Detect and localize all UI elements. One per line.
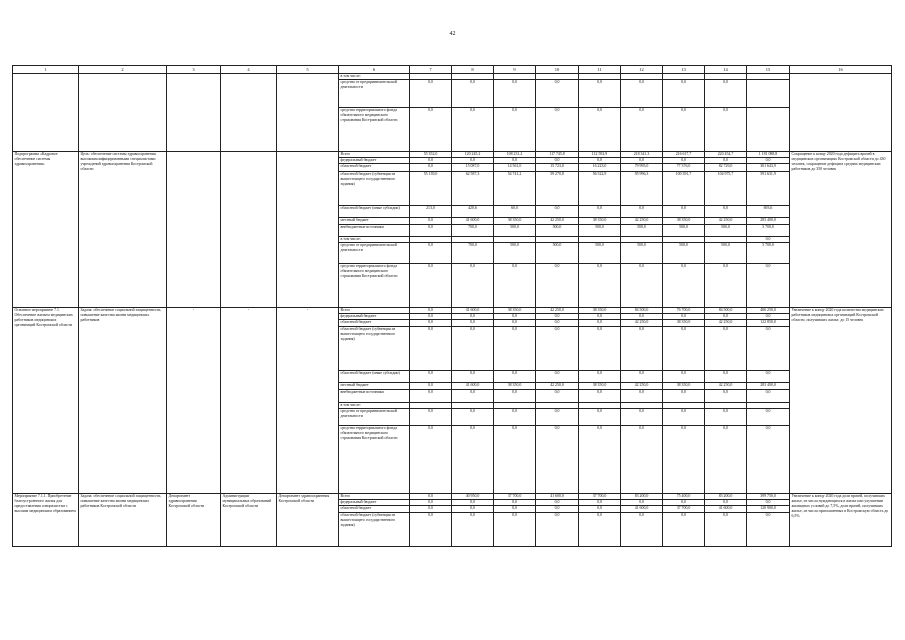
amount-cell: 0,0 — [747, 426, 790, 494]
participant: Департамент здравоохранения Костромской области — [277, 494, 339, 547]
amount-cell: 0,0 — [536, 264, 579, 308]
amount-cell: 84 500,0 — [621, 308, 663, 314]
funding-source: областной бюджет — [339, 320, 410, 327]
amount-cell: 42 250,0 — [621, 218, 663, 225]
amount-cell: 0,0 — [410, 264, 452, 308]
amount-cell: 120 245,2 — [452, 152, 494, 158]
co-executor — [221, 152, 277, 308]
header-cell: 10 — [536, 66, 579, 74]
amount-cell: 0,0 — [663, 327, 705, 371]
amount-cell: 16 223,0 — [579, 164, 621, 172]
amount-cell: 0,0 — [452, 314, 494, 320]
amount-cell: 0,0 — [579, 513, 621, 547]
amount-cell: 38 350,0 — [494, 218, 536, 225]
amount-cell: 0,0 — [410, 390, 452, 403]
empty-cell — [277, 74, 339, 152]
funding-source: средства от предпринимательской деятельности — [339, 409, 410, 426]
funding-source: федеральный бюджет — [339, 314, 410, 320]
amount-cell: 1 181 088,8 — [747, 152, 790, 158]
amount-cell: 283 400,0 — [747, 218, 790, 225]
header-cell: 1 — [13, 66, 79, 74]
amount-cell: 76 700,0 — [663, 308, 705, 314]
amount-cell: 0,0 — [494, 371, 536, 383]
amount-cell: 56 522,9 — [579, 172, 621, 206]
funding-source: Всего — [339, 152, 410, 158]
amount-cell: 0,0 — [410, 494, 452, 500]
amount-cell: 0,0 — [536, 513, 579, 547]
funding-source: в том числе: — [339, 403, 410, 409]
funding-source: областной бюджет (иные субсидии) — [339, 206, 410, 218]
amount-cell: 0,0 — [536, 314, 579, 320]
empty-cell — [13, 74, 79, 152]
amount-cell: 0,0 — [621, 80, 663, 108]
amount-cell: 0,0 — [536, 500, 579, 506]
amount-cell: 0,0 — [621, 158, 663, 164]
amount-cell: 283 400,0 — [747, 383, 790, 390]
amount-cell: 122 850,0 — [747, 320, 790, 327]
expected-result: Увеличение к концу 2020 года количества медицинских работников медицинских организаций Костромской области, получивших жилье, до 15 человек — [790, 308, 892, 494]
amount-cell: 0,0 — [663, 314, 705, 320]
amount-cell: 0,0 — [579, 426, 621, 494]
program-finance-table — [12, 65, 892, 547]
amount-cell: 0,0 — [410, 164, 452, 172]
amount-cell: 0,0 — [494, 158, 536, 164]
amount-cell: 0,0 — [579, 371, 621, 383]
funding-source: областной бюджет (субвенция из вышестоящего государственного задания) — [339, 172, 410, 206]
amount-cell: 41 600,0 — [452, 383, 494, 390]
amount-cell: 0,0 — [410, 409, 452, 426]
expected-result: Увеличение к концу 2020 года доли врачей, получивших жилье, из числа нуждающихся в жилье или улучшении жилищных условий до 7,5%, доли врачей, получивших жилье, из числа приглашенных в Костромскую область до 6,5% — [790, 494, 892, 547]
amount-cell: 500,0 — [705, 225, 747, 237]
amount-cell: 0,0 — [663, 500, 705, 506]
amount-cell: 0,0 — [452, 327, 494, 371]
funding-source: местный бюджет — [339, 383, 410, 390]
amount-cell: 0,0 — [663, 80, 705, 108]
amount-cell: 500,0 — [494, 243, 536, 264]
amount-cell: 14 561,0 — [494, 164, 536, 172]
amount-cell: 0,0 — [705, 409, 747, 426]
amount-cell: 0,0 — [410, 327, 452, 371]
amount-cell: 55 352,0 — [410, 152, 452, 158]
amount-cell: 41 600,0 — [452, 308, 494, 314]
amount-cell: 500,0 — [494, 225, 536, 237]
amount-cell: 60,0 — [494, 206, 536, 218]
column-number-row — [13, 66, 892, 74]
amount-cell: 0,0 — [494, 320, 536, 327]
amount-cell: 0,0 — [747, 409, 790, 426]
amount-cell: 0,0 — [410, 513, 452, 547]
amount-cell: 0,0 — [747, 327, 790, 371]
funding-source: средства территориального фонда обязательного медицинского страхования Костромской области — [339, 108, 410, 152]
amount-cell: 37 700,0 — [494, 494, 536, 500]
activity-name: Основное мероприятие 7.1. Обеспечение жильем медицинских работников медицинских организаций Костромской области — [13, 308, 79, 494]
amount-cell: 0,0 — [621, 513, 663, 547]
header-cell: 9 — [494, 66, 536, 74]
amount-cell: 399 750,0 — [747, 494, 790, 500]
amount-cell: 0,0 — [579, 158, 621, 164]
amount-cell — [747, 108, 790, 152]
amount-cell: 0,0 — [536, 390, 579, 403]
amount-cell: 0,0 — [536, 409, 579, 426]
amount-cell: 0,0 — [494, 513, 536, 547]
amount-cell: 0,0 — [410, 383, 452, 390]
amount-cell: 38 350,0 — [663, 218, 705, 225]
responsible-executor — [167, 152, 221, 308]
amount-cell: 0,0 — [705, 327, 747, 371]
amount-cell: 42 250,0 — [705, 218, 747, 225]
amount-cell: 0,0 — [663, 426, 705, 494]
amount-cell: 0,0 — [410, 308, 452, 314]
participant — [277, 152, 339, 308]
activity-goal: Задача: обеспечение социальной защищенности, повышение качества жизни медицинских работников — [79, 308, 167, 494]
amount-cell: 500,0 — [536, 243, 579, 264]
amount-cell: 0,0 — [536, 206, 579, 218]
amount-cell: 0,0 — [621, 426, 663, 494]
amount-cell: 42 250,0 — [621, 383, 663, 390]
amount-cell: 0,0 — [579, 390, 621, 403]
amount-cell: 41 600,0 — [621, 506, 663, 513]
amount-cell: 0,0 — [536, 158, 579, 164]
amount-cell: 216 617,7 — [663, 152, 705, 158]
amount-cell: 0,0 — [452, 506, 494, 513]
amount-cell: 0,0 — [410, 225, 452, 237]
amount-cell: 0,0 — [494, 506, 536, 513]
header-cell: 2 — [79, 66, 167, 74]
amount-cell: 38 350,0 — [579, 383, 621, 390]
amount-cell: 0,0 — [747, 371, 790, 383]
funding-source: средства от предпринимательской деятельности — [339, 80, 410, 108]
amount-cell: 0,0 — [579, 320, 621, 327]
amount-cell: 38 350,0 — [579, 218, 621, 225]
amount-cell: 0,0 — [494, 327, 536, 371]
amount-cell: 0,0 — [747, 390, 790, 403]
funding-source: областной бюджет (субвенция из вышестоящего государственного задания) — [339, 513, 410, 547]
amount-cell: 0,0 — [410, 426, 452, 494]
amount-cell: 0,0 — [663, 206, 705, 218]
header-cell: 15 — [747, 66, 790, 74]
amount-cell: 112 592,9 — [579, 152, 621, 158]
funding-source: областной бюджет — [339, 164, 410, 172]
amount-cell: 420,6 — [452, 206, 494, 218]
responsible-executor: Департамент здравоохранения Костромской области — [167, 494, 221, 547]
amount-cell: 500,0 — [705, 243, 747, 264]
header-cell: 7 — [410, 66, 452, 74]
funding-source: областной бюджет (субвенция из вышестоящего государственного задания) — [339, 327, 410, 371]
amount-cell: 301 643,9 — [747, 164, 790, 172]
funding-source: Всего — [339, 308, 410, 314]
funding-source: федеральный бюджет — [339, 158, 410, 164]
amount-cell: 0,0 — [410, 243, 452, 264]
header-cell: 4 — [221, 66, 277, 74]
amount-cell: 0,0 — [452, 500, 494, 506]
amount-cell: 0,0 — [705, 513, 747, 547]
expected-result: Сокращение к концу 2020 года дефицита врачей в медицинских организациях Костромской области до 430 человек, сокращение дефицита средних медицинских работников до 350 человек — [790, 152, 892, 308]
activity-goal: Задача: обеспечение социальной защищенности, повышение качества жизни медицинских работников Костромской области — [79, 494, 167, 547]
amount-cell: 0,0 — [663, 409, 705, 426]
amount-cell: 0,0 — [536, 371, 579, 383]
amount-cell: 3 700,0 — [747, 243, 790, 264]
header-cell: 16 — [790, 66, 892, 74]
amount-cell: 0,0 — [536, 108, 579, 152]
amount-cell: 0,0 — [705, 426, 747, 494]
amount-cell: 0,0 — [747, 158, 790, 164]
amount-cell: 0,0 — [579, 206, 621, 218]
funding-source: областной бюджет (иные субсидии) — [339, 371, 410, 383]
activity-goal: Цель: обеспечение системы здравоохранения высококвалифицированными специалистами учреждений здравоохранения Костромской области — [79, 152, 167, 308]
amount-cell: 75 400,0 — [663, 494, 705, 500]
funding-source: Всего — [339, 494, 410, 500]
amount-cell: 0,0 — [747, 314, 790, 320]
amount-cell: 500,0 — [579, 225, 621, 237]
amount-cell: 0,0 — [705, 500, 747, 506]
amount-cell: 0,0 — [663, 513, 705, 547]
funding-source: в том числе: — [339, 237, 410, 243]
header-cell: 12 — [621, 66, 663, 74]
amount-cell: 100 391,7 — [663, 172, 705, 206]
header-cell: 13 — [663, 66, 705, 74]
amount-cell: 62 587,3 — [452, 172, 494, 206]
amount-cell: 0,0 — [705, 264, 747, 308]
empty-cell — [79, 74, 167, 152]
amount-cell: 0,0 — [494, 264, 536, 308]
amount-cell: 104 975,7 — [705, 172, 747, 206]
amount-cell: 0,0 — [410, 314, 452, 320]
amount-cell: 0,0 — [452, 409, 494, 426]
header-cell: 11 — [579, 66, 621, 74]
amount-cell: 95 996,3 — [621, 172, 663, 206]
amount-cell: 0,0 — [621, 500, 663, 506]
amount-cell: 0,0 — [621, 108, 663, 152]
amount-cell: 0,0 — [663, 371, 705, 383]
amount-cell: 0,0 — [452, 158, 494, 164]
header-cell: 8 — [452, 66, 494, 74]
amount-cell: 0,0 — [579, 264, 621, 308]
amount-cell: 42 250,0 — [621, 320, 663, 327]
amount-cell — [747, 80, 790, 108]
amount-cell: 0,0 — [410, 371, 452, 383]
co-executor: - — [221, 308, 277, 494]
amount-cell: 0,0 — [452, 426, 494, 494]
amount-cell: 40 950,0 — [452, 494, 494, 500]
amount-cell: 0,0 — [494, 108, 536, 152]
amount-cell: 0,0 — [579, 314, 621, 320]
amount-cell: 700,0 — [452, 243, 494, 264]
amount-cell: 82 729,0 — [705, 164, 747, 172]
amount-cell: 15 087,0 — [452, 164, 494, 172]
amount-cell: 0,0 — [747, 513, 790, 547]
amount-cell: 0,0 — [621, 264, 663, 308]
amount-cell: 0,0 — [621, 371, 663, 383]
participant: - — [277, 308, 339, 494]
amount-cell: 0,0 — [494, 314, 536, 320]
amount-cell: 37 700,0 — [663, 506, 705, 513]
amount-cell: 41 600,0 — [705, 506, 747, 513]
funding-source: местный бюджет — [339, 218, 410, 225]
amount-cell: 0,0 — [705, 206, 747, 218]
amount-cell: 83 200,0 — [705, 494, 747, 500]
amount-cell: 0,0 — [452, 320, 494, 327]
empty-cell — [221, 74, 277, 152]
amount-cell: 0,0 — [410, 158, 452, 164]
amount-cell: 700,0 — [452, 225, 494, 237]
amount-cell: 0,0 — [705, 80, 747, 108]
amount-cell: 79 995,0 — [621, 164, 663, 172]
amount-cell: 0,0 — [494, 390, 536, 403]
amount-cell: 38 350,0 — [494, 308, 536, 314]
amount-cell: 500,0 — [621, 243, 663, 264]
amount-cell: 0,0 — [705, 390, 747, 403]
amount-cell: 0,0 — [747, 264, 790, 308]
responsible-executor: - — [167, 308, 221, 494]
funding-source: средства от предпринимательской деятельности — [339, 243, 410, 264]
amount-cell: 0,0 — [621, 327, 663, 371]
header-cell: 5 — [277, 66, 339, 74]
amount-cell: 0,0 — [747, 500, 790, 506]
amount-cell: 500,0 — [579, 243, 621, 264]
amount-cell: 84 500,0 — [705, 308, 747, 314]
amount-cell: 42 250,0 — [705, 320, 747, 327]
amount-cell: 0,0 — [621, 409, 663, 426]
amount-cell: 213,0 — [410, 206, 452, 218]
amount-cell: 55 139,0 — [410, 172, 452, 206]
amount-cell: 0,0 — [452, 264, 494, 308]
amount-cell: 0,0 — [452, 80, 494, 108]
amount-cell: 0,0 — [579, 327, 621, 371]
amount-cell: 0,0 — [410, 506, 452, 513]
amount-cell: 38 350,0 — [579, 308, 621, 314]
page-number: 42 — [449, 31, 456, 37]
amount-cell: 59 270,8 — [536, 172, 579, 206]
amount-cell: 0,0 — [410, 218, 452, 225]
amount-cell: 500,0 — [663, 225, 705, 237]
amount-cell: 500,0 — [536, 225, 579, 237]
amount-cell: 42 250,0 — [705, 383, 747, 390]
activity-name: Мероприятие 7.1.1. Приобретение благоустроенного жилья для предоставления специалистам с высшим медицинским образованием — [13, 494, 79, 547]
amount-cell: 0,0 — [705, 371, 747, 383]
amount-cell: 0,0 — [621, 390, 663, 403]
amount-cell: 0,0 — [536, 80, 579, 108]
amount-cell: 42 250,0 — [536, 218, 579, 225]
amount-cell: 41 600,0 — [536, 494, 579, 500]
amount-cell: 77 376,0 — [663, 164, 705, 172]
amount-cell: 0,0 — [663, 108, 705, 152]
funding-source: средства территориального фонда обязательного медицинского страхования Костромской области — [339, 264, 410, 308]
amount-cell: 15 723,0 — [536, 164, 579, 172]
amount-cell: 0,0 — [579, 409, 621, 426]
amount-cell: 0,0 — [705, 314, 747, 320]
amount-cell: 41 600,0 — [452, 218, 494, 225]
amount-cell: 0,0 — [410, 320, 452, 327]
header-cell: 3 — [167, 66, 221, 74]
amount-cell: 220 454,7 — [705, 152, 747, 158]
header-cell: 14 — [705, 66, 747, 74]
empty-cell — [167, 74, 221, 152]
amount-cell: 0,0 — [579, 506, 621, 513]
funding-source: в том числе: — [339, 74, 410, 80]
funding-source: средства территориального фонда обязательного медицинского страхования Костромской области — [339, 426, 410, 494]
amount-cell: 0,0 — [494, 426, 536, 494]
amount-cell: 591 631,9 — [747, 172, 790, 206]
amount-cell: 38 350,0 — [494, 383, 536, 390]
amount-cell: 693,6 — [747, 206, 790, 218]
amount-cell: 0,0 — [452, 390, 494, 403]
amount-cell: 0,0 — [705, 158, 747, 164]
amount-cell: 0,0 — [663, 264, 705, 308]
amount-cell: 0,0 — [452, 371, 494, 383]
amount-cell: 0,0 — [747, 237, 790, 243]
amount-cell: 406 250,0 — [747, 308, 790, 314]
amount-cell: 0,0 — [494, 409, 536, 426]
activity-name: Подпрограмма «Кадровое обеспечение системы здравоохранения» — [13, 152, 79, 308]
amount-cell: 0,0 — [410, 80, 452, 108]
amount-cell: 38 350,0 — [663, 383, 705, 390]
amount-cell: 0,0 — [536, 327, 579, 371]
header-cell: 6 — [339, 66, 410, 74]
amount-cell: 0,0 — [494, 80, 536, 108]
amount-cell: 42 250,0 — [536, 383, 579, 390]
amount-cell: 120 900,0 — [747, 506, 790, 513]
funding-source: внебюджетные источники — [339, 225, 410, 237]
amount-cell: 0,0 — [452, 513, 494, 547]
amount-cell: 0,0 — [452, 108, 494, 152]
amount-cell: 0,0 — [494, 500, 536, 506]
amount-cell: 0,0 — [579, 500, 621, 506]
amount-cell: 0,0 — [663, 390, 705, 403]
amount-cell: 0,0 — [705, 108, 747, 152]
amount-cell: 38 350,0 — [663, 320, 705, 327]
amount-cell: 0,0 — [621, 206, 663, 218]
funding-source: федеральный бюджет — [339, 500, 410, 506]
amount-cell: 500,0 — [663, 243, 705, 264]
amount-cell: 37 700,0 — [579, 494, 621, 500]
amount-cell: 0,0 — [410, 108, 452, 152]
amount-cell: 3 700,0 — [747, 225, 790, 237]
amount-cell: 218 341,3 — [621, 152, 663, 158]
expected-result — [790, 74, 892, 152]
amount-cell: 42 250,0 — [536, 308, 579, 314]
amount-cell: 108 231,2 — [494, 152, 536, 158]
amount-cell: 0,0 — [663, 158, 705, 164]
amount-cell: 0,0 — [536, 320, 579, 327]
amount-cell: 83 200,0 — [621, 494, 663, 500]
amount-cell: 117 745,8 — [536, 152, 579, 158]
funding-source: внебюджетные источники — [339, 390, 410, 403]
co-executor: Администрации муниципальных образований Костромской области — [221, 494, 277, 547]
amount-cell: 500,0 — [621, 225, 663, 237]
amount-cell: 54 741,2 — [494, 172, 536, 206]
amount-cell: 0,0 — [536, 426, 579, 494]
amount-cell: 0,0 — [579, 80, 621, 108]
amount-cell: 0,0 — [410, 500, 452, 506]
amount-cell: 0,0 — [579, 108, 621, 152]
funding-source: областной бюджет — [339, 506, 410, 513]
amount-cell: 0,0 — [536, 506, 579, 513]
amount-cell: 0,0 — [621, 314, 663, 320]
